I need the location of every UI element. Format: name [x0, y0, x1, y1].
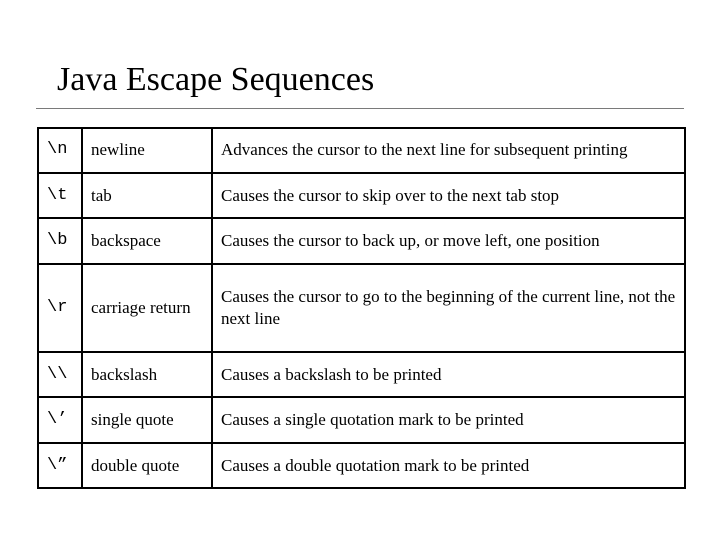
escape-sequence-cell: \b	[39, 218, 82, 264]
table-row	[39, 264, 684, 352]
escape-name-cell: tab	[82, 173, 212, 219]
table-row	[39, 352, 684, 398]
table-row	[39, 397, 684, 443]
escape-name-cell: backslash	[82, 352, 212, 398]
escape-description-cell: Causes a single quotation mark to be printed	[212, 397, 684, 443]
escape-description-cell: Advances the cursor to the next line for subsequent printing	[212, 129, 684, 173]
escape-description-cell: Causes the cursor to back up, or move left, one position	[212, 218, 684, 264]
escape-sequence-cell: \r	[39, 264, 82, 352]
table-row	[39, 173, 684, 219]
escape-name-cell: single quote	[82, 397, 212, 443]
escape-description-cell: Causes the cursor to go to the beginning of the current line, not the next line	[212, 264, 684, 352]
slide-title: Java Escape Sequences	[57, 61, 375, 98]
escape-name-cell: newline	[82, 129, 212, 173]
escape-sequences-table	[37, 127, 686, 489]
table-row	[39, 443, 684, 487]
table-row	[39, 218, 684, 264]
escape-name-cell: double quote	[82, 443, 212, 487]
escape-sequence-cell: \t	[39, 173, 82, 219]
escape-description-cell: Causes a backslash to be printed	[212, 352, 684, 398]
table-row	[39, 129, 684, 173]
escape-description-cell: Causes the cursor to skip over to the next tab stop	[212, 173, 684, 219]
title-divider	[36, 108, 684, 109]
escape-name-cell: backspace	[82, 218, 212, 264]
escape-sequence-cell: \\	[39, 352, 82, 398]
escape-description-cell: Causes a double quotation mark to be printed	[212, 443, 684, 487]
escape-sequence-cell: \”	[39, 443, 82, 487]
escape-sequence-cell: \n	[47, 140, 68, 160]
escape-sequence-cell: \’	[39, 397, 82, 443]
escape-name-cell: carriage return	[82, 264, 212, 352]
